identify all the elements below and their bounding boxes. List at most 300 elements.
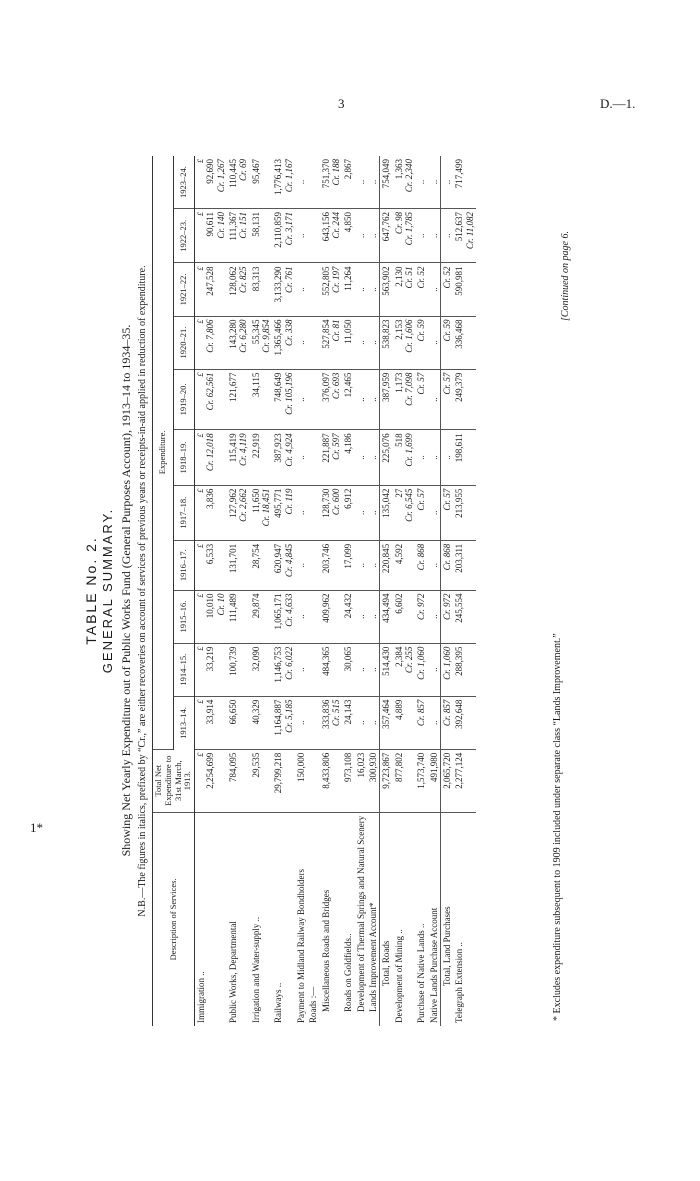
value-cell [367, 263, 380, 316]
cell-value: .. [355, 614, 366, 619]
value-cell [250, 540, 273, 590]
table-row [355, 156, 367, 1026]
total-value: 877,802 [393, 752, 404, 782]
empty-cell [307, 369, 319, 430]
value-cell [355, 540, 367, 590]
continued-note: [Continued on page 6. [560, 231, 571, 321]
value-cell [320, 696, 343, 749]
value-cell [355, 485, 367, 540]
total-value: 300,930 [368, 752, 379, 782]
empty-cell [307, 263, 319, 316]
cell-value: .. [355, 562, 366, 568]
credit-value: Cr. 868 [416, 543, 427, 571]
value-cell [227, 316, 250, 369]
credit-value: Cr. 597 [331, 433, 342, 460]
row-label: Miscellaneous Roads and Bridges [320, 889, 331, 1012]
cell-value: 1,164,887 [273, 699, 284, 736]
table-row [380, 156, 393, 1026]
credit-value: Cr. 4,924 [283, 433, 294, 467]
pound-sign: £ [196, 159, 206, 163]
cell-value: 620,947 [273, 543, 284, 574]
table-description: Showing Net Yearly Expenditure out of Public Works Fund (General Purposes Account), 1913–14 to 1934–35. [119, 324, 133, 857]
value-cell [453, 369, 476, 430]
credit-value: Cr. 52 [416, 266, 427, 289]
total-cell [227, 749, 250, 812]
header-year: 1920–21. [174, 316, 195, 369]
document-reference: D.—1. [600, 96, 636, 111]
value-cell [195, 430, 227, 485]
value-cell [342, 263, 354, 316]
value-cell [393, 316, 416, 369]
cell-value: 434,494 [381, 593, 392, 623]
total-value: 8,433,806 [320, 752, 331, 789]
cell-value: 127,962 [227, 488, 238, 518]
header-year: 1922–23. [174, 209, 195, 263]
cell-value: .. [428, 397, 439, 402]
row-label: Public Works, Departmental [227, 921, 238, 1023]
cell-value: .. [428, 667, 439, 672]
value-cell [453, 430, 476, 485]
cell-value: 518 [393, 433, 404, 447]
cell-value: .. [428, 340, 439, 345]
value-cell [342, 643, 354, 696]
header-total: Total Net Expenditure to 31st March, 1913. [153, 749, 195, 812]
cell-value: 27 [393, 488, 404, 498]
cell-value: 203,311 [454, 543, 465, 573]
row-label: Total, Roads [380, 812, 393, 1026]
row-label: Irrigation and Water-supply .. [250, 916, 261, 1023]
row-label: Native Lands Purchase Account [428, 907, 439, 1023]
value-cell [295, 643, 307, 696]
empty-cell [307, 485, 319, 540]
cell-value: 213,955 [454, 488, 465, 518]
header-year: 1919–20. [174, 369, 195, 430]
value-cell [272, 156, 295, 209]
credit-value: Cr. 1,060 [416, 646, 427, 680]
credit-value: Cr. 825 [238, 266, 249, 293]
cell-value: 32,090 [250, 646, 261, 672]
empty-cell [307, 316, 319, 369]
credit-value: Cr. 857 [416, 699, 427, 727]
pound-sign: £ [196, 212, 206, 217]
cell-value: 717,499 [454, 159, 465, 189]
credit-value: Cr. 6,022 [283, 646, 294, 680]
cell-value: .. [355, 179, 366, 185]
total-cell [272, 749, 295, 812]
value-cell [367, 156, 380, 209]
cell-value: 4,889 [393, 699, 404, 720]
value-cell [195, 696, 227, 749]
value-cell [320, 430, 343, 485]
total-cell [415, 749, 427, 812]
credit-value: Cr. 52 [442, 266, 453, 289]
pound-sign: £ [196, 433, 206, 438]
pound-sign: £ [196, 319, 206, 324]
value-cell [380, 485, 393, 540]
cell-value: 1,365,466 [273, 319, 284, 356]
row-label: Roads on Goldfields.. [343, 933, 354, 1012]
table-row [250, 156, 273, 1026]
value-cell [428, 209, 441, 263]
value-cell [320, 209, 343, 263]
credit-value: Cr. 972 [442, 593, 453, 621]
value-cell [453, 316, 476, 369]
value-cell [441, 540, 454, 590]
signature-mark: 1* [30, 820, 43, 835]
value-cell [320, 643, 343, 696]
cell-value: 552,805 [320, 266, 331, 296]
value-cell [428, 430, 441, 485]
credit-value: Cr. 98 [393, 212, 404, 235]
total-value: 29,799,218 [273, 752, 284, 794]
cell-value: 1,776,413 [273, 159, 284, 195]
value-cell [453, 696, 476, 749]
credit-value: Cr. 7,098 [404, 372, 415, 406]
expenditure-table [152, 156, 476, 1026]
cell-value: 131,701 [227, 543, 238, 574]
cell-value: .. [368, 562, 379, 568]
cell-value: .. [368, 614, 379, 619]
cell-value: .. [296, 287, 306, 292]
credit-value: Cr. 2,662 [238, 488, 249, 522]
table-note: N.B.—The figures in italics, prefixed by “Cr.,” are either recoveries on account of services of previous years or receipts-in-aid applied in reduction of expenditure. [137, 265, 148, 917]
cell-value: .. [428, 455, 439, 460]
cell-value: .. [442, 233, 453, 238]
total-value: 150,000 [296, 752, 306, 782]
value-cell [380, 369, 393, 430]
row-label: Development of Thermal Springs and Natural Scenery [355, 815, 366, 1012]
credit-value: Cr. 3,171 [283, 212, 294, 246]
credit-value: Cr. 62,561 [205, 372, 216, 411]
value-cell [355, 643, 367, 696]
value-cell [272, 263, 295, 316]
credit-value: Cr. 868 [442, 543, 453, 571]
table-row [272, 156, 295, 1026]
cell-value: 115,419 [227, 433, 238, 463]
value-cell [393, 643, 416, 696]
cell-value: .. [428, 614, 439, 619]
value-cell [441, 209, 454, 263]
total-value: 2,065,720 [442, 752, 453, 789]
row-label: Immigration .. [196, 971, 207, 1023]
table-row [441, 156, 454, 1026]
cell-value: .. [296, 562, 306, 568]
credit-value: Cr. 81 [331, 319, 342, 342]
value-cell [250, 643, 273, 696]
cell-value: .. [416, 233, 427, 238]
cell-value: 409,962 [320, 593, 331, 623]
value-cell [195, 643, 227, 696]
value-cell [227, 540, 250, 590]
credit-value: Cr. 4,633 [283, 593, 294, 627]
value-cell [355, 209, 367, 263]
empty-cell [307, 590, 319, 643]
total-value: 9,723,867 [381, 752, 392, 789]
credit-value: Cr. 7,806 [205, 319, 216, 353]
empty-cell [307, 540, 319, 590]
row-label: Payment to Midland Railway Bondholders [296, 869, 306, 1023]
value-cell [355, 590, 367, 643]
cell-value: 33,219 [205, 646, 216, 672]
pound-sign: £ [196, 488, 206, 493]
value-cell [380, 316, 393, 369]
value-cell [272, 369, 295, 430]
value-cell [393, 156, 416, 209]
value-cell [428, 316, 441, 369]
cell-value: 55,345 [250, 319, 261, 345]
value-cell [380, 540, 393, 590]
cell-value: 1,065,171 [273, 593, 284, 630]
footnote: * Excludes expenditure subsequent to 1909 included under separate class “Lands Improvement.” [552, 633, 563, 1021]
value-cell [441, 485, 454, 540]
cell-value: 2,153 [393, 319, 404, 340]
pound-sign: £ [196, 699, 206, 704]
cell-value: .. [296, 720, 306, 725]
value-cell [453, 485, 476, 540]
table-row [227, 156, 250, 1026]
value-cell [227, 696, 250, 749]
cell-value: .. [355, 233, 366, 238]
credit-value: Cr. 11,082 [464, 212, 475, 250]
value-cell [393, 540, 416, 590]
cell-value: 754,049 [381, 159, 392, 189]
value-cell [415, 696, 427, 749]
value-cell [250, 369, 273, 430]
value-cell [441, 369, 454, 430]
cell-value: 28,754 [250, 543, 261, 569]
credit-value: Cr. 2,340 [404, 159, 415, 193]
credit-value: Cr. 57 [442, 372, 453, 395]
cell-value: 10,010 [205, 593, 216, 619]
header-year: 1923–24. [174, 156, 195, 209]
row-label: Development of Mining .. [393, 929, 404, 1023]
credit-value: Cr. 1,060 [442, 646, 453, 680]
value-cell [428, 540, 441, 590]
value-cell [415, 263, 427, 316]
value-cell [342, 590, 354, 643]
cell-value: .. [416, 179, 427, 185]
total-value: 1,573,740 [416, 752, 427, 789]
value-cell [320, 156, 343, 209]
table-row [415, 156, 427, 1026]
table-row [428, 156, 441, 1026]
value-cell [195, 263, 227, 316]
cell-value: .. [296, 233, 306, 238]
cell-value: 2,384 [393, 646, 404, 667]
cell-value: .. [296, 340, 306, 345]
value-cell [295, 540, 307, 590]
cell-value: .. [368, 510, 379, 515]
total-value: 2,254,699 [205, 752, 216, 789]
cell-value: .. [355, 340, 366, 345]
page-number: 3 [338, 96, 345, 111]
cell-value: .. [355, 397, 366, 402]
total-cell [295, 749, 307, 812]
header-year: 1921–22. [174, 263, 195, 316]
value-cell [393, 263, 416, 316]
value-cell [195, 485, 227, 540]
cell-value: 90,611 [205, 212, 216, 237]
value-cell [393, 430, 416, 485]
cell-value: .. [296, 667, 306, 672]
value-cell [367, 540, 380, 590]
empty-cell [307, 749, 319, 812]
value-cell [380, 156, 393, 209]
credit-value: Cr. 59 [442, 319, 453, 342]
cell-value: 24,143 [343, 699, 354, 725]
cell-value: .. [296, 397, 306, 402]
cell-value: .. [355, 455, 366, 460]
cell-value: 495,771 [273, 488, 284, 518]
cell-value: 249,379 [454, 372, 465, 402]
credit-value: Cr. 600 [331, 488, 342, 516]
value-cell [367, 430, 380, 485]
cell-value: 512,637 [454, 212, 465, 242]
cell-value: 83,313 [250, 266, 261, 292]
total-cell [342, 749, 354, 812]
value-cell [342, 485, 354, 540]
value-cell [295, 156, 307, 209]
cell-value: 336,468 [454, 319, 465, 349]
value-cell [195, 316, 227, 369]
value-cell [272, 316, 295, 369]
value-cell [428, 485, 441, 540]
cell-value: 392,648 [454, 699, 465, 729]
cell-value: 95,467 [250, 159, 261, 184]
value-cell [295, 430, 307, 485]
value-cell [342, 209, 354, 263]
credit-value: Cr. 1,267 [215, 159, 226, 193]
value-cell [428, 590, 441, 643]
cell-value: 34,115 [250, 372, 261, 397]
cell-value: 111,367 [227, 212, 238, 241]
cell-value: 128,062 [227, 266, 238, 296]
credit-value: Cr. 188 [331, 159, 342, 186]
table-row [195, 156, 227, 1026]
cell-value: 514,430 [381, 646, 392, 676]
credit-value: Cr. 51 [404, 266, 415, 289]
value-cell [380, 590, 393, 643]
value-cell [355, 156, 367, 209]
value-cell [380, 643, 393, 696]
cell-value: 24,432 [343, 593, 354, 619]
credit-value: Cr. 1,167 [283, 159, 294, 193]
value-cell [295, 590, 307, 643]
table-row [320, 156, 343, 1026]
value-cell [380, 209, 393, 263]
cell-value: 66,650 [227, 699, 238, 725]
value-cell [428, 696, 441, 749]
value-cell [453, 263, 476, 316]
credit-value: Cr. 1,699 [404, 433, 415, 467]
value-cell [342, 369, 354, 430]
header-year: 1915–16. [174, 590, 195, 643]
value-cell [393, 485, 416, 540]
value-cell [441, 430, 454, 485]
cell-value: 121,677 [227, 372, 238, 402]
value-cell [393, 696, 416, 749]
value-cell [342, 316, 354, 369]
value-cell [355, 430, 367, 485]
cell-value: 22,919 [250, 433, 261, 459]
row-label: Purchase of Native Lands .. [416, 923, 427, 1023]
value-cell [295, 263, 307, 316]
cell-value: .. [296, 510, 306, 515]
empty-cell [307, 209, 319, 263]
value-cell [295, 316, 307, 369]
cell-value: 247,528 [205, 266, 216, 296]
credit-value: Cr. 244 [331, 212, 342, 239]
pound-sign: £ [196, 543, 206, 548]
row-label: Railways .. [273, 982, 284, 1023]
credit-value: Cr. 4,119 [238, 433, 249, 466]
credit-value: Cr. 57 [416, 372, 427, 395]
cell-value: 357,464 [381, 699, 392, 729]
credit-value: Cr. 857 [442, 699, 453, 727]
cell-value: 1,173 [393, 372, 404, 393]
total-cell [195, 749, 227, 812]
value-cell [367, 485, 380, 540]
total-cell [393, 749, 416, 812]
header-year: 1914–15. [174, 643, 195, 696]
cell-value: 92,690 [205, 159, 216, 184]
value-cell [393, 590, 416, 643]
credit-value: Cr. 57 [442, 488, 453, 511]
cell-value: 527,854 [320, 319, 331, 349]
value-cell [415, 430, 427, 485]
credit-value: Cr. 9,854 [260, 319, 271, 353]
value-cell [367, 316, 380, 369]
cell-value: 3,133,290 [273, 266, 284, 303]
cell-value: .. [296, 455, 306, 460]
cell-value: .. [355, 287, 366, 292]
table-subtitle: GENERAL SUMMARY. [100, 507, 115, 674]
table-row [367, 156, 380, 1026]
value-cell [250, 485, 273, 540]
empty-cell [307, 696, 319, 749]
value-cell [295, 369, 307, 430]
value-cell [195, 156, 227, 209]
cell-value: 58,131 [250, 212, 261, 237]
cell-value: 225,076 [381, 433, 392, 463]
row-label: Telegraph Extension .. [454, 942, 465, 1023]
value-cell [393, 369, 416, 430]
credit-value: Cr. 515 [331, 699, 342, 727]
credit-value: Cr. 972 [416, 593, 427, 621]
value-cell [320, 263, 343, 316]
value-cell [227, 369, 250, 430]
cell-value: 2,110,859 [273, 212, 284, 248]
value-cell [195, 590, 227, 643]
total-cell [380, 749, 393, 812]
value-cell [453, 590, 476, 643]
credit-value: Cr. 5,185 [283, 699, 294, 733]
total-cell [320, 749, 343, 812]
credit-value: Cr. 197 [331, 266, 342, 293]
pound-sign: £ [196, 372, 206, 377]
pound-sign: £ [196, 593, 206, 598]
cell-value: .. [368, 179, 379, 185]
pound-sign: £ [196, 646, 206, 651]
pound-sign: £ [196, 266, 206, 271]
credit-value: Cr. 255 [404, 646, 415, 674]
cell-value: 17,099 [343, 543, 354, 569]
value-cell [428, 263, 441, 316]
value-cell [195, 540, 227, 590]
value-cell [441, 316, 454, 369]
cell-value: .. [442, 455, 453, 460]
cell-value: 643,156 [320, 212, 331, 242]
